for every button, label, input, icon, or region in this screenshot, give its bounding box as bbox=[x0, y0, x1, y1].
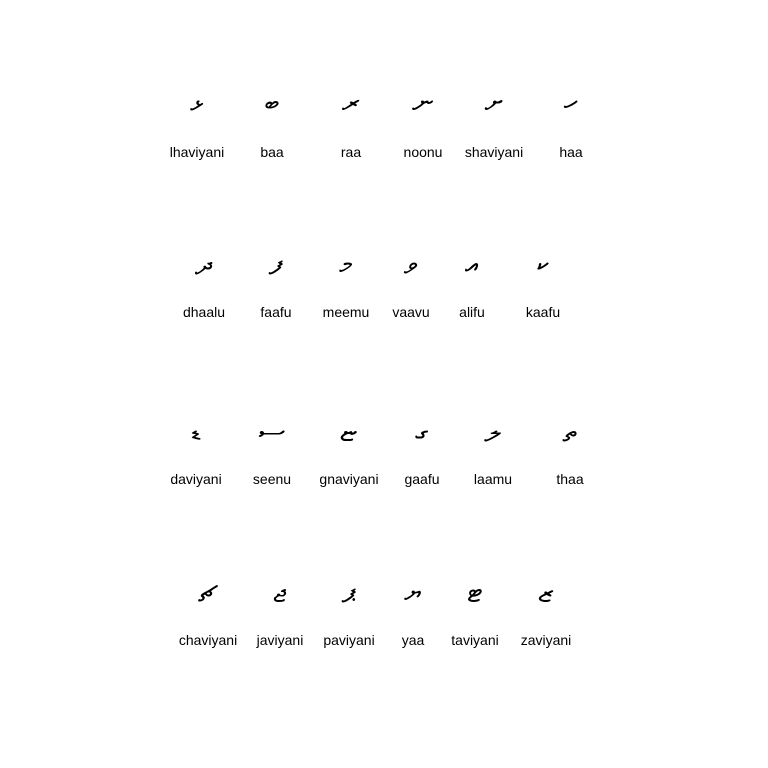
letter-label-kaafu: kaafu bbox=[525, 304, 561, 320]
letter-glyph-javiyani: ޖ bbox=[273, 575, 287, 610]
letter-label-javiyani: javiyani bbox=[256, 632, 304, 648]
letter-label-vaavu: vaavu bbox=[392, 304, 430, 320]
letter-label-taviyani: taviyani bbox=[451, 632, 499, 648]
letter-glyph-zaviyani: ޒ bbox=[538, 575, 554, 610]
letter-glyph-daviyani: ޑ bbox=[190, 415, 202, 450]
letter-label-dhaalu: dhaalu bbox=[182, 304, 226, 320]
letter-glyph-dhaalu: ދ bbox=[194, 247, 214, 282]
letter-glyph-chaviyani: ޗ bbox=[198, 575, 218, 610]
letter-glyph-vaavu: ވ bbox=[403, 247, 419, 282]
letter-label-raa: raa bbox=[340, 144, 362, 160]
letter-glyph-gnaviyani: ޏ bbox=[340, 415, 358, 450]
letter-label-seenu: seenu bbox=[252, 471, 292, 487]
letter-glyph-alifu: އ bbox=[464, 247, 480, 282]
letter-glyph-thaa: ތ bbox=[562, 415, 578, 450]
letter-label-haa: haa bbox=[559, 144, 583, 160]
letter-glyph-faafu: ފ bbox=[268, 247, 284, 282]
letter-glyph-lhaviyani: ޅ bbox=[190, 85, 204, 120]
letter-glyph-gaafu: ގ bbox=[415, 415, 429, 450]
letter-glyph-seenu: ސ bbox=[258, 415, 286, 450]
letter-glyph-yaa: ޔ bbox=[404, 575, 422, 610]
letter-label-laamu: laamu bbox=[473, 471, 513, 487]
letter-glyph-meemu: މ bbox=[339, 247, 353, 282]
letter-glyph-haa: ހ bbox=[563, 85, 579, 120]
letter-glyph-shaviyani: ށ bbox=[484, 85, 504, 120]
letter-label-faafu: faafu bbox=[260, 304, 292, 320]
letter-label-thaa: thaa bbox=[556, 471, 584, 487]
letter-label-meemu: meemu bbox=[322, 304, 370, 320]
letter-glyph-paviyani: ޕ bbox=[341, 575, 357, 610]
letter-label-chaviyani: chaviyani bbox=[178, 632, 238, 648]
letter-glyph-baa: ބ bbox=[264, 85, 280, 120]
letter-label-gnaviyani: gnaviyani bbox=[319, 471, 379, 487]
letter-glyph-raa: ރ bbox=[342, 85, 360, 120]
letter-label-shaviyani: shaviyani bbox=[464, 144, 524, 160]
letter-label-zaviyani: zaviyani bbox=[520, 632, 572, 648]
letter-label-noonu: noonu bbox=[403, 144, 443, 160]
letter-glyph-kaafu: ކ bbox=[536, 247, 550, 282]
letter-glyph-laamu: ލ bbox=[484, 415, 502, 450]
letter-glyph-noonu: ނ bbox=[412, 85, 434, 120]
letter-label-paviyani: paviyani bbox=[323, 632, 375, 648]
letter-label-daviyani: daviyani bbox=[170, 471, 222, 487]
letter-glyph-taviyani: ޓ bbox=[467, 575, 483, 610]
letter-label-yaa: yaa bbox=[401, 632, 425, 648]
letter-label-alifu: alifu bbox=[459, 304, 485, 320]
letter-label-lhaviyani: lhaviyani bbox=[169, 144, 225, 160]
letter-label-gaafu: gaafu bbox=[404, 471, 440, 487]
letter-label-baa: baa bbox=[260, 144, 284, 160]
